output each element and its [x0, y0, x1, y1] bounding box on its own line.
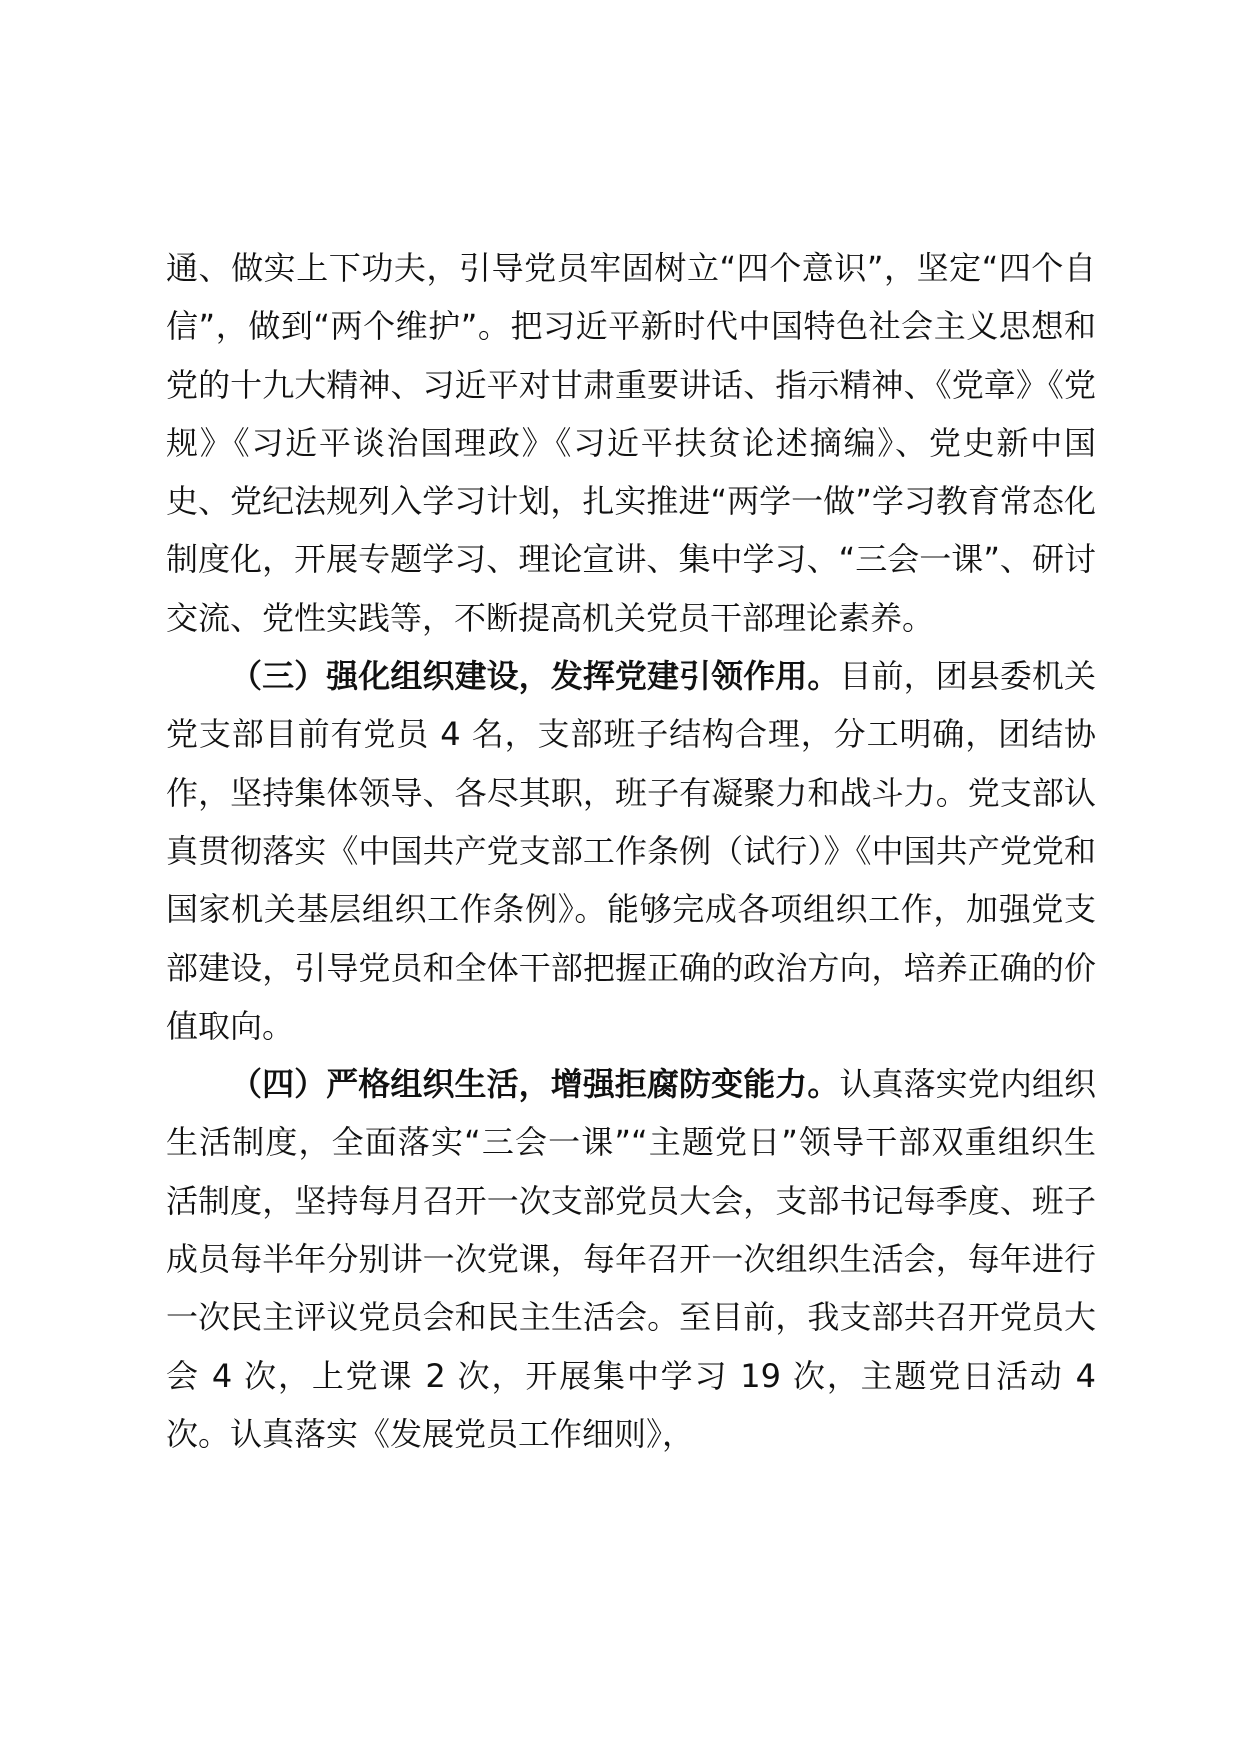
paragraph-organization-life [166, 1055, 1096, 1463]
section-heading: （四）严格组织生活，增强拒腐防变能力。 [230, 1065, 840, 1104]
paragraph-text: 目前，团县委机关党支部目前有党员 4 名，支部班子结构合理，分工明确，团结协作，坚持集体领导、各尽其职，班子有凝聚力和战斗力。党支部认真贯彻落实《中国共产党支部工作条例（试行）》《中国共产党党和国家机关基层组织工作条例》。能够完成各项组织工作，加强党支部建设，引导党员和全体干部把握正确的政治方向，培养正确的价值取向。 [166, 657, 1096, 1045]
paragraph-continuation [166, 239, 1096, 647]
document-body [166, 239, 1096, 1463]
section-heading: （三）强化组织建设，发挥党建引领作用。 [230, 657, 840, 696]
paragraph-text: 通、做实上下功夫，引导党员牢固树立“四个意识”，坚定“四个自信”，做到“两个维护”。把习近平新时代中国特色社会主义思想和党的十九大精神、习近平对甘肃重要讲话、指示精神、《党章》《党规》《习近平谈治国理政》《习近平扶贫论述摘编》、党史新中国史、党纪法规列入学习计划，扎实推进“两学一做”学习教育常态化制度化，开展专题学习、理论宣讲、集中学习、“三会一课”、研讨交流、党性实践等，不断提高机关党员干部理论素养。 [166, 249, 1096, 637]
paragraph-organization-building [166, 647, 1096, 1055]
paragraph-text: 认真落实党内组织生活制度，全面落实“三会一课”“主题党日”领导干部双重组织生活制度，坚持每月召开一次支部党员大会，支部书记每季度、班子成员每半年分别讲一次党课，每年召开一次组织生活会，每年进行一次民主评议党员会和民主生活会。至目前，我支部共召开党员大会 4 次，上党课 2 次，开展集中学习 19 次，主题党日活动 4 次。认真落实《发展党员工作细则》， [166, 1065, 1096, 1453]
